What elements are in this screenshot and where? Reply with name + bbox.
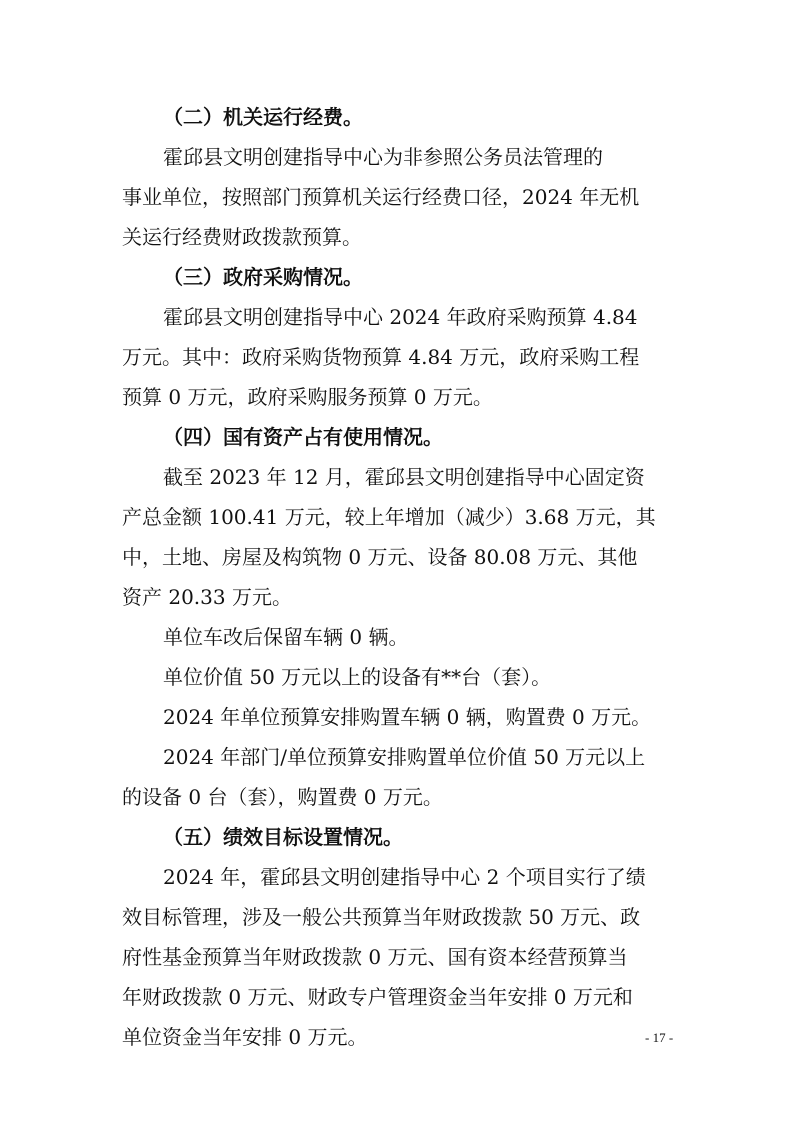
paragraph-line: 关运行经费财政拨款预算。 <box>122 225 362 249</box>
paragraph-line: 霍邱县文明创建指导中心为非参照公务员法管理的 <box>163 145 603 169</box>
paragraph-line: 中，土地、房屋及构筑物 0 万元、设备 80.08 万元、其他 <box>122 545 638 569</box>
paragraph-line: 2024 年部门/单位预算安排购置单位价值 50 万元以上 <box>163 745 646 769</box>
paragraph-line: 万元。其中：政府采购货物预算 4.84 万元，政府采购工程 <box>122 345 640 369</box>
section-heading-operating-expenses: （二）机关运行经费。 <box>163 105 363 129</box>
paragraph-line: 单位资金当年安排 0 万元。 <box>122 1025 368 1049</box>
paragraph-line: 事业单位，按照部门预算机关运行经费口径，2024 年无机 <box>122 185 640 209</box>
paragraph-line: 2024 年单位预算安排购置车辆 0 辆，购置费 0 万元。 <box>163 705 652 729</box>
paragraph-line: 单位价值 50 万元以上的设备有**台（套）。 <box>163 665 552 689</box>
paragraph-line: 预算 0 万元，政府采购服务预算 0 万元。 <box>122 385 493 409</box>
paragraph-line: 霍邱县文明创建指导中心 2024 年政府采购预算 4.84 <box>163 305 638 329</box>
paragraph-line: 单位车改后保留车辆 0 辆。 <box>163 625 409 649</box>
paragraph-line: 资产 20.33 万元。 <box>122 585 292 609</box>
paragraph-line: 2024 年，霍邱县文明创建指导中心 2 个项目实行了绩 <box>163 865 646 889</box>
paragraph-line: 的设备 0 台（套），购置费 0 万元。 <box>122 785 443 809</box>
section-heading-state-assets: （四）国有资产占有使用情况。 <box>163 425 443 449</box>
paragraph-line: 截至 2023 年 12 月，霍邱县文明创建指导中心固定资 <box>163 465 645 489</box>
section-heading-government-procurement: （三）政府采购情况。 <box>163 265 363 289</box>
section-heading-performance-targets: （五）绩效目标设置情况。 <box>163 825 403 849</box>
paragraph-line: 年财政拨款 0 万元、财政专户管理资金当年安排 0 万元和 <box>122 985 633 1009</box>
paragraph-line: 产总金额 100.41 万元，较上年增加（减少）3.68 万元，其 <box>122 505 656 529</box>
page-number: - 17 - <box>645 1030 674 1045</box>
paragraph-line: 效目标管理，涉及一般公共预算当年财政拨款 50 万元、政 <box>122 905 641 929</box>
paragraph-line: 府性基金预算当年财政拨款 0 万元、国有资本经营预算当 <box>122 945 628 969</box>
